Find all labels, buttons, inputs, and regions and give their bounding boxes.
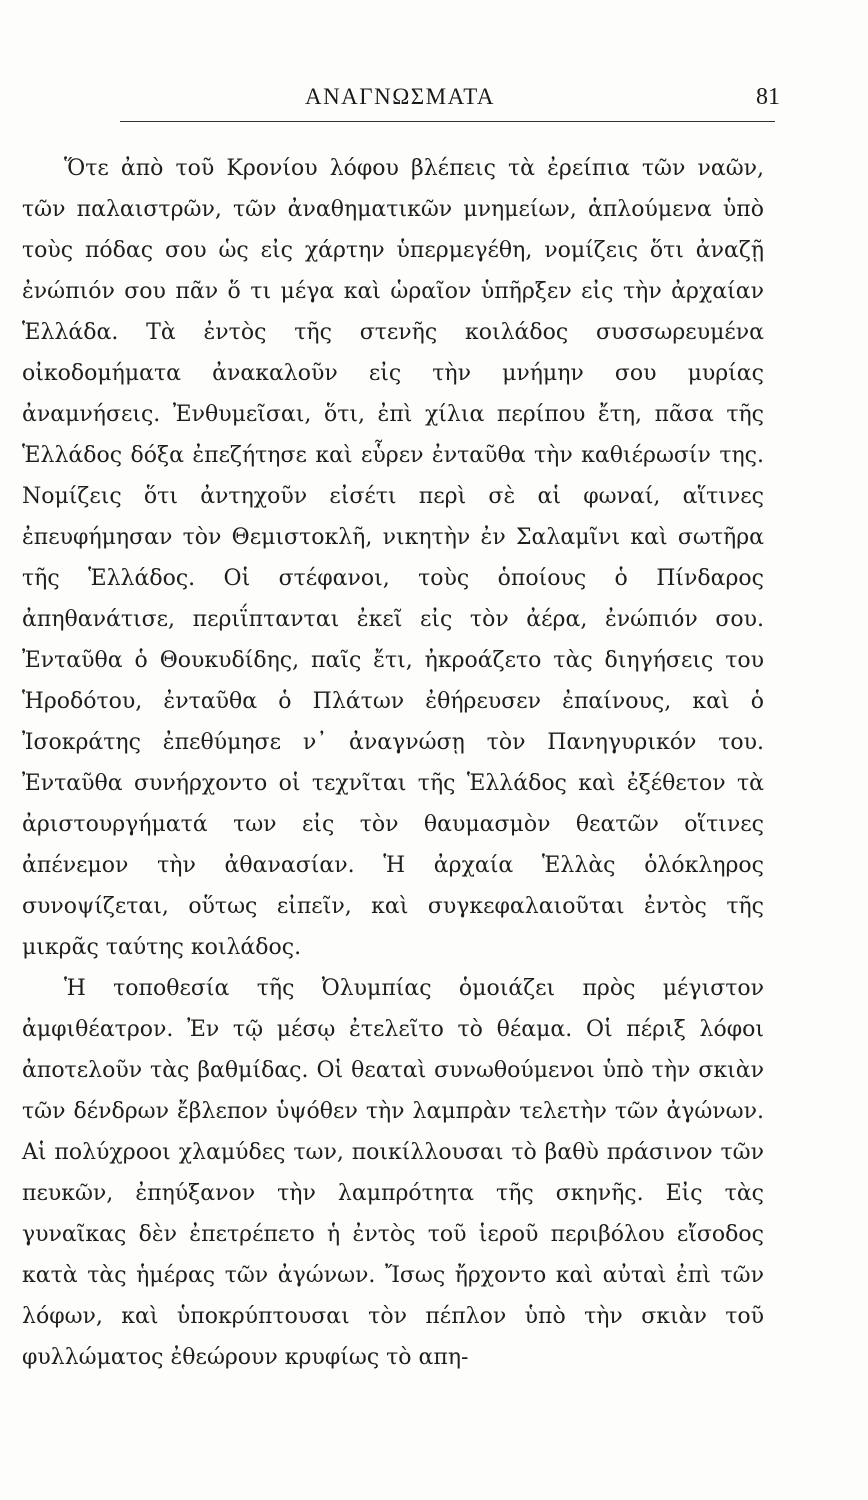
body-text (22, 148, 764, 1378)
running-title: ΑΝΑΓΝΩΣΜΑΤΑ (304, 84, 496, 109)
page-number: 81 (756, 84, 780, 110)
header-rule (120, 121, 775, 122)
paragraph: Ἡ τοποθεσία τῆς Ὀλυμπίας ὁμοιάζει πρὸς μέγιστον ἀμφιθέατρον. Ἐν τῷ μέσῳ ἐτελεῖτο τὸ θέαμα. Οἱ πέριξ λόφοι ἀποτελοῦν τὰς βαθμίδας. Οἱ θεαταὶ συνωθούμενοι ὑπὸ τὴν σκιὰν τῶν δένδρων ἔβλεπον ὑψόθεν τὴν λαμπρὰν τελετὴν τῶν ἀγώνων. Αἱ πολύχροοι χλαμύδες των, ποικίλλουσαι τὸ βαθὺ πράσινον τῶν πευκῶν, ἐπηύξανον τὴν λαμπρότητα τῆς σκηνῆς. Εἰς τὰς γυναῖκας δὲν ἐπετρέπετο ἡ ἐντὸς τοῦ ἱεροῦ περιβόλου εἴσοδος κατὰ τὰς ἡμέρας τῶν ἀγώνων. Ἴσως ἤρχοντο καὶ αὐταὶ ἐπὶ τῶν λόφων, καὶ ὑποκρύπτουσαι τὸν πέπλον ὑπὸ τὴν σκιὰν τοῦ φυλλώματος ἐθεώρουν κρυφίως τὸ απη- (22, 976, 764, 1370)
paragraph: Ὅτε ἀπὸ τοῦ Κρονίου λόφου βλέπεις τὰ ἐρείπια τῶν ναῶν, τῶν παλαιστρῶν, τῶν ἀναθηματικῶν μνημείων, ἁπλούμενα ὑπὸ τοὺς πόδας σου ὡς εἰς χάρτην ὑπερμεγέθη, νομίζεις ὅτι ἀναζῇ ἐνώπιόν σου πᾶν ὅ τι μέγα καὶ ὡραῖον ὑπῆρξεν εἰς τὴν ἀρχαίαν Ἑλλάδα. Τὰ ἐντὸς τῆς στενῆς κοιλάδος συσσωρευμένα οἰκοδομήματα ἀνακαλοῦν εἰς τὴν μνήμην σου μυρίας ἀναμνήσεις. Ἐνθυμεῖσαι, ὅτι, ἐπὶ χίλια περίπου ἔτη, πᾶσα τῆς Ἑλλάδος δόξα ἐπεζήτησε καὶ εὗρεν ἐνταῦθα τὴν καθιέρωσίν της. Νομίζεις ὅτι ἀντηχοῦν εἰσέτι περὶ σὲ αἱ φωναί, αἵτινες ἐπευφήμησαν τὸν Θεμιστοκλῆ, νικητὴν ἐν Σαλαμῖνι καὶ σωτῆρα τῆς Ἑλλάδος. Οἱ στέφανοι, τοὺς ὁποίους ὁ Πίνδαρος ἀπηθανάτισε, περιΐπτανται ἐκεῖ εἰς τὸν ἀέρα, ἐνώπιόν σου. Ἐνταῦθα ὁ Θουκυδίδης, παῖς ἔτι, ἠκροάζετο τὰς διηγήσεις του Ἡροδότου, ἐνταῦθα ὁ Πλάτων ἐθήρευσεν ἐπαίνους, καὶ ὁ Ἰσοκράτης ἐπεθύμησε ν᾽ ἀναγνώσῃ τὸν Πανηγυρικόν του. Ἐνταῦθα συνήρχοντο οἱ τεχνῖται τῆς Ἑλλάδος καὶ ἐξέθετον τὰ ἀριστουργήματά των εἰς τὸν θαυμασμὸν θεατῶν οἵτινες ἀπένεμον τὴν ἀθανασίαν. Ἡ ἀρχαία Ἑλλὰς ὁλόκληρος συνοψίζεται, οὕτως εἰπεῖν, καὶ συγκεφαλαιοῦται ἐντὸς τῆς μικρᾶς ταύτης κοιλάδος. (22, 156, 764, 960)
running-head (20, 84, 780, 114)
